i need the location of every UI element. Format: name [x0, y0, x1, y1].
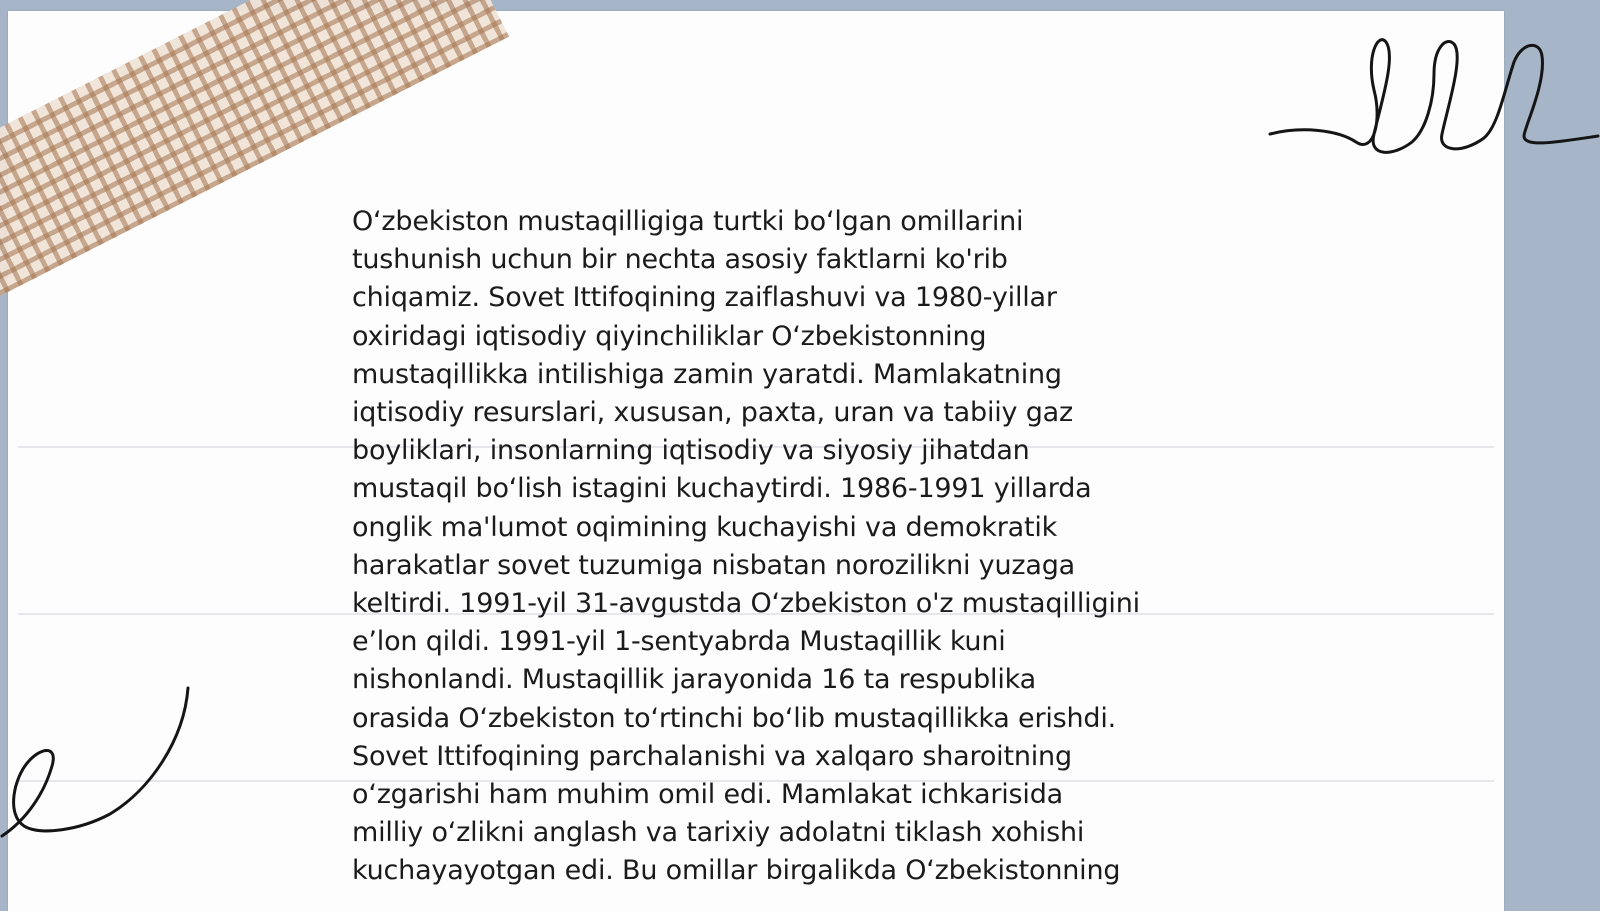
- swirl-doodle-icon: [0, 680, 200, 850]
- loop-doodle-icon: [1262, 30, 1600, 160]
- body-paragraph: O‘zbekiston mustaqilligiga turtki bo‘lgan omillarini tushunish uchun bir nechta asosiy faktlarni ko'rib chiqamiz. Sovet Ittifoqining zaiflashuvi va 1980-yillar oxiridagi iqtisodiy qiyinchiliklar O‘zbekistonning mustaqillikka intilishiga zamin yaratdi. Mamlakatning iqtisodiy resurslari, xususan, paxta, uran va tabiiy gaz boyliklari, insonlarning iqtisodiy va siyosiy jihatdan mustaqil bo‘lish istagini kuchaytirdi. 1986-1991 yillarda onglik ma'lumot oqimining kuchayishi va demokratik harakatlar sovet tuzumiga nisbatan norozilikni yuzaga keltirdi. 1991-yil 31-avgustda O‘zbekiston o'z mustaqilligini e’lon qildi. 1991-yil 1-sentyabrda Mustaqillik kuni nishonlandi. Mustaqillik jarayonida 16 ta respublika orasida O‘zbekiston to‘rtinchi bo‘lib mustaqillikka erishdi. Sovet Ittifoqining parchalanishi va xalqaro sharoitning o‘zgarishi ham muhim omil edi. Mamlakat ichkarisida milliy o‘zlikni anglash va tarixiy adolatni tiklash xohishi kuchayayotgan edi. Bu omillar birgalikda O‘zbekistonning: [352, 206, 1140, 887]
